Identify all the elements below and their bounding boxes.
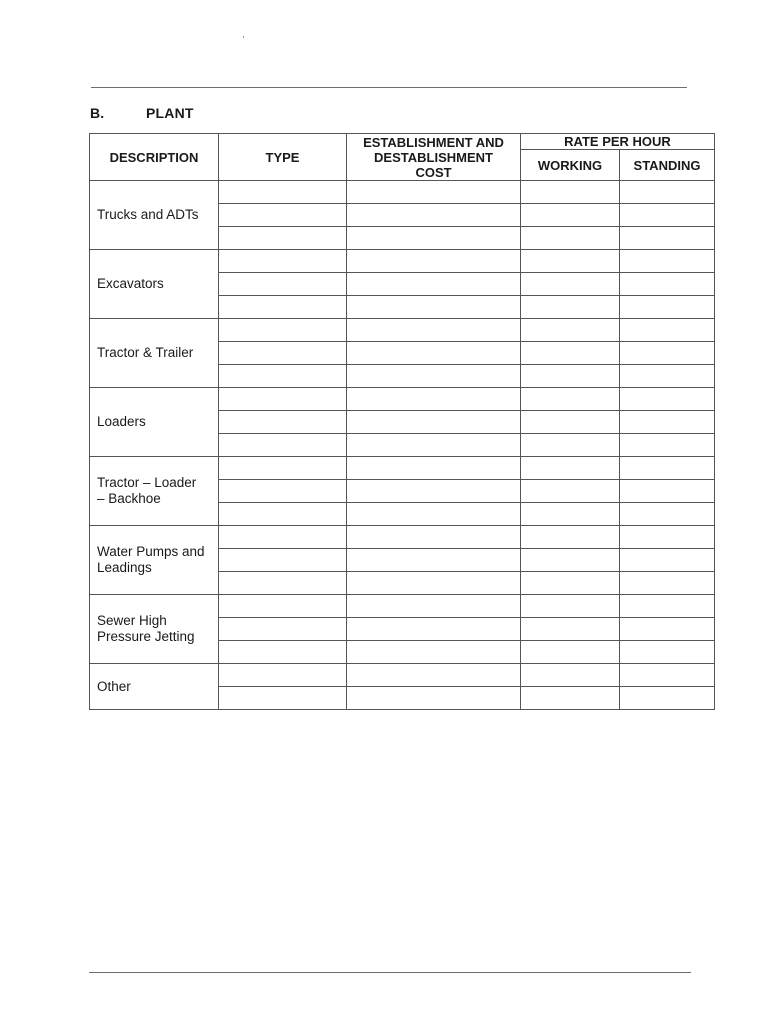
empty-working-cell[interactable] <box>521 664 620 687</box>
empty-establishment-cost-cell[interactable] <box>347 641 521 664</box>
empty-standing-cell[interactable] <box>620 549 715 572</box>
plant-description-text: Water Pumps and <box>97 544 205 559</box>
empty-working-cell[interactable] <box>521 526 620 549</box>
empty-working-cell[interactable] <box>521 618 620 641</box>
plant-description-cell <box>90 457 219 526</box>
empty-standing-cell[interactable] <box>620 526 715 549</box>
empty-standing-cell[interactable] <box>620 319 715 342</box>
empty-working-cell[interactable] <box>521 204 620 227</box>
empty-working-cell[interactable] <box>521 480 620 503</box>
empty-working-cell[interactable] <box>521 572 620 595</box>
empty-standing-cell[interactable] <box>620 181 715 204</box>
plant-description-text: Pressure Jetting <box>97 629 195 644</box>
table-row <box>90 595 715 618</box>
header-establishment-line1: ESTABLISHMENT AND <box>363 134 504 150</box>
header-establishment-cost <box>347 134 521 181</box>
plant-description-text: Sewer High <box>97 613 167 628</box>
plant-description-cell <box>90 250 219 319</box>
empty-working-cell[interactable] <box>521 273 620 296</box>
empty-type-cell[interactable] <box>219 549 347 572</box>
empty-type-cell[interactable] <box>219 526 347 549</box>
empty-standing-cell[interactable] <box>620 480 715 503</box>
empty-type-cell[interactable] <box>219 503 347 526</box>
empty-type-cell[interactable] <box>219 181 347 204</box>
empty-standing-cell[interactable] <box>620 434 715 457</box>
empty-standing-cell[interactable] <box>620 411 715 434</box>
empty-standing-cell[interactable] <box>620 641 715 664</box>
empty-establishment-cost-cell[interactable] <box>347 319 521 342</box>
plant-description-cell <box>90 388 219 457</box>
empty-type-cell[interactable] <box>219 227 347 250</box>
empty-establishment-cost-cell[interactable] <box>347 365 521 388</box>
empty-standing-cell[interactable] <box>620 250 715 273</box>
empty-working-cell[interactable] <box>521 365 620 388</box>
empty-type-cell[interactable] <box>219 434 347 457</box>
scan-speck <box>243 36 244 38</box>
plant-description-text: Trucks and ADTs <box>97 207 199 222</box>
empty-establishment-cost-cell[interactable] <box>347 664 521 687</box>
empty-working-cell[interactable] <box>521 549 620 572</box>
empty-working-cell[interactable] <box>521 181 620 204</box>
empty-establishment-cost-cell[interactable] <box>347 595 521 618</box>
empty-type-cell[interactable] <box>219 296 347 319</box>
plant-description-cell <box>90 181 219 250</box>
plant-description-text: Tractor – Loader <box>97 475 197 490</box>
empty-type-cell[interactable] <box>219 641 347 664</box>
empty-standing-cell[interactable] <box>620 227 715 250</box>
empty-establishment-cost-cell[interactable] <box>347 572 521 595</box>
plant-description-cell <box>90 526 219 595</box>
empty-establishment-cost-cell[interactable] <box>347 457 521 480</box>
header-rate-per-hour: RATE PER HOUR <box>521 134 715 150</box>
table-row <box>90 457 715 480</box>
empty-working-cell[interactable] <box>521 457 620 480</box>
empty-establishment-cost-cell[interactable] <box>347 480 521 503</box>
empty-standing-cell[interactable] <box>620 273 715 296</box>
empty-type-cell[interactable] <box>219 595 347 618</box>
plant-description-text: Excavators <box>97 276 164 291</box>
empty-standing-cell[interactable] <box>620 204 715 227</box>
empty-working-cell[interactable] <box>521 319 620 342</box>
empty-establishment-cost-cell[interactable] <box>347 296 521 319</box>
top-rule <box>91 87 687 88</box>
header-standing: STANDING <box>620 150 715 181</box>
empty-type-cell[interactable] <box>219 273 347 296</box>
empty-standing-cell[interactable] <box>620 664 715 687</box>
empty-standing-cell[interactable] <box>620 365 715 388</box>
empty-establishment-cost-cell[interactable] <box>347 388 521 411</box>
empty-establishment-cost-cell[interactable] <box>347 549 521 572</box>
empty-working-cell[interactable] <box>521 595 620 618</box>
empty-standing-cell[interactable] <box>620 572 715 595</box>
empty-working-cell[interactable] <box>521 342 620 365</box>
empty-establishment-cost-cell[interactable] <box>347 434 521 457</box>
section-title: PLANT <box>146 105 194 121</box>
header-row-1 <box>90 134 715 150</box>
empty-standing-cell[interactable] <box>620 296 715 319</box>
empty-establishment-cost-cell[interactable] <box>347 503 521 526</box>
empty-standing-cell[interactable] <box>620 503 715 526</box>
empty-type-cell[interactable] <box>219 319 347 342</box>
empty-establishment-cost-cell[interactable] <box>347 204 521 227</box>
header-establishment-line2: DESTABLISHMENT <box>374 149 493 165</box>
empty-working-cell[interactable] <box>521 434 620 457</box>
empty-standing-cell[interactable] <box>620 388 715 411</box>
empty-standing-cell[interactable] <box>620 342 715 365</box>
empty-working-cell[interactable] <box>521 388 620 411</box>
empty-establishment-cost-cell[interactable] <box>347 227 521 250</box>
header-working: WORKING <box>521 150 620 181</box>
plant-description-text: Other <box>97 678 131 694</box>
empty-establishment-cost-cell[interactable] <box>347 411 521 434</box>
empty-type-cell[interactable] <box>219 388 347 411</box>
header-type: TYPE <box>219 134 347 181</box>
empty-working-cell[interactable] <box>521 687 620 710</box>
header-establishment-line3: COST <box>415 164 452 180</box>
empty-type-cell[interactable] <box>219 572 347 595</box>
table-row <box>90 181 715 204</box>
section-letter: B. <box>90 105 105 121</box>
table-row <box>90 664 715 687</box>
empty-establishment-cost-cell[interactable] <box>347 273 521 296</box>
empty-type-cell[interactable] <box>219 411 347 434</box>
empty-type-cell[interactable] <box>219 204 347 227</box>
empty-establishment-cost-cell[interactable] <box>347 342 521 365</box>
table-row <box>90 388 715 411</box>
empty-establishment-cost-cell[interactable] <box>347 618 521 641</box>
empty-type-cell[interactable] <box>219 342 347 365</box>
empty-working-cell[interactable] <box>521 503 620 526</box>
empty-establishment-cost-cell[interactable] <box>347 526 521 549</box>
plant-description-text: – Backhoe <box>97 491 161 506</box>
empty-type-cell[interactable] <box>219 687 347 710</box>
empty-type-cell[interactable] <box>219 480 347 503</box>
plant-description-text: Loaders <box>97 414 146 429</box>
table-row <box>90 319 715 342</box>
empty-standing-cell[interactable] <box>620 618 715 641</box>
empty-standing-cell[interactable] <box>620 687 715 710</box>
empty-establishment-cost-cell[interactable] <box>347 687 521 710</box>
plant-description-cell <box>90 664 219 710</box>
empty-type-cell[interactable] <box>219 457 347 480</box>
plant-description-cell <box>90 595 219 664</box>
plant-rates-table <box>89 133 715 710</box>
plant-description-text: Tractor & Trailer <box>97 345 194 360</box>
empty-working-cell[interactable] <box>521 641 620 664</box>
table-row <box>90 250 715 273</box>
empty-establishment-cost-cell[interactable] <box>347 250 521 273</box>
bottom-rule <box>89 972 691 973</box>
empty-working-cell[interactable] <box>521 227 620 250</box>
empty-standing-cell[interactable] <box>620 595 715 618</box>
empty-type-cell[interactable] <box>219 250 347 273</box>
empty-type-cell[interactable] <box>219 365 347 388</box>
header-description: DESCRIPTION <box>90 134 219 181</box>
table-row <box>90 526 715 549</box>
empty-standing-cell[interactable] <box>620 457 715 480</box>
empty-working-cell[interactable] <box>521 296 620 319</box>
empty-working-cell[interactable] <box>521 250 620 273</box>
empty-working-cell[interactable] <box>521 411 620 434</box>
empty-type-cell[interactable] <box>219 664 347 687</box>
plant-description-cell <box>90 319 219 388</box>
plant-table-body <box>90 181 715 710</box>
empty-type-cell[interactable] <box>219 618 347 641</box>
empty-establishment-cost-cell[interactable] <box>347 181 521 204</box>
plant-description-text: Leadings <box>97 560 152 575</box>
